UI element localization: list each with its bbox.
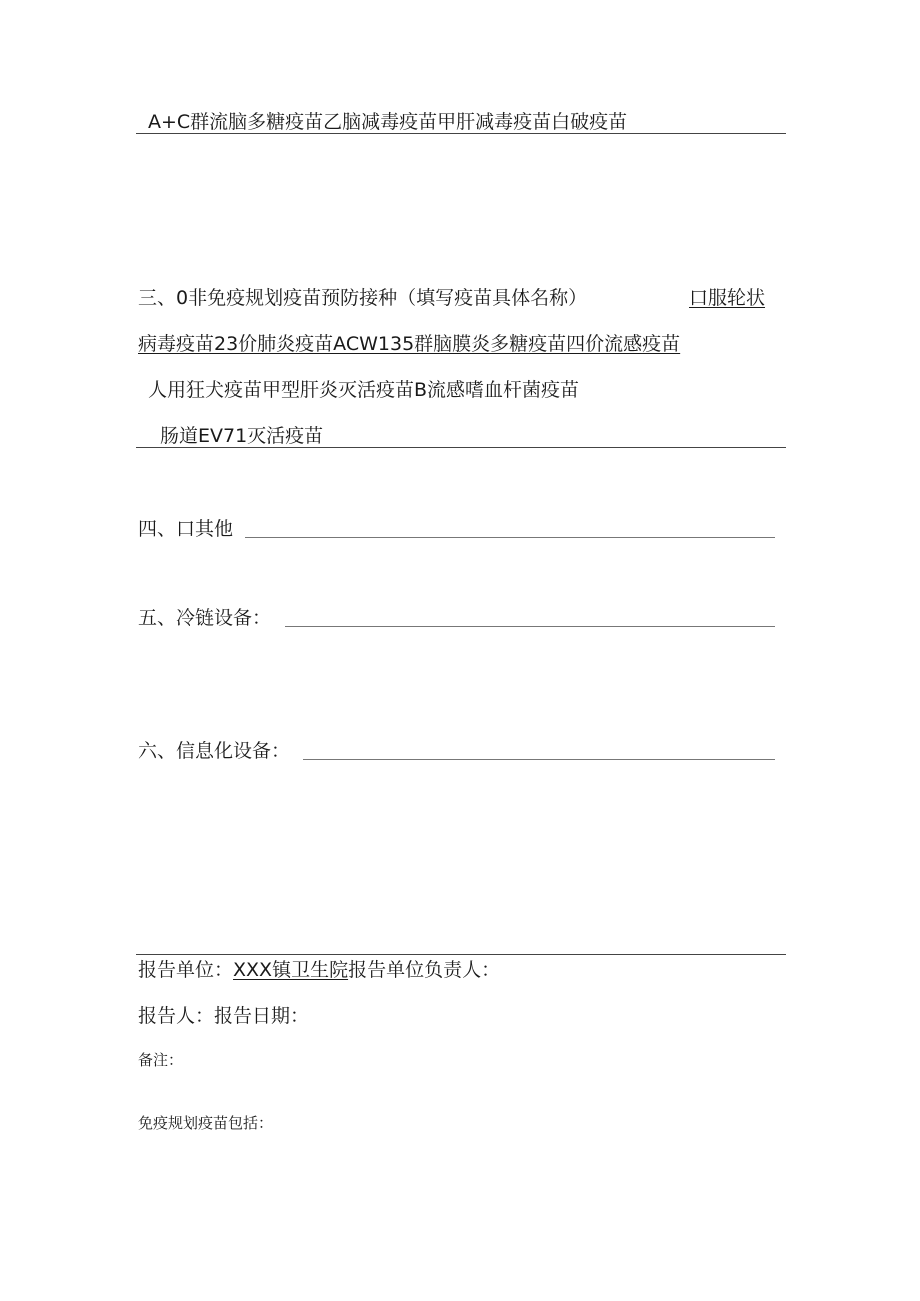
section-3-line-2: 病毒疫苗23价肺炎疫苗ACW135群脑膜炎多糖疫苗四价流感疫苗 — [138, 333, 681, 355]
section-3-line-3: 人用狂犬疫苗甲型肝炎灭活疫苗B流感嗜血杆菌疫苗 — [148, 379, 580, 401]
remark-label: 备注： — [138, 1051, 184, 1069]
report-unit-value: XXX镇卫生院 — [233, 959, 349, 981]
vaccine-list-line-1: A+C群流脑多糖疫苗乙脑减毒疫苗甲肝减毒疫苗白破疫苗 — [148, 111, 628, 133]
section-5-blank-line[interactable] — [285, 626, 775, 627]
section-3-heading: 三、0非免疫规划疫苗预防接种（填写疫苗具体名称） — [138, 287, 588, 309]
section-4-blank-line[interactable] — [245, 537, 775, 538]
includes-label: 免疫规划疫苗包括： — [138, 1114, 274, 1132]
section-4-label: 四、口其他 — [138, 518, 234, 540]
divider-1 — [136, 133, 786, 134]
section-6-blank-line[interactable] — [303, 759, 775, 760]
divider-2 — [136, 447, 786, 448]
report-unit-row — [138, 959, 500, 981]
divider-3 — [136, 954, 786, 955]
section-3-line-4: 肠道EV71灭活疫苗 — [160, 425, 324, 447]
section-6-label: 六、信息化设备： — [138, 740, 291, 762]
section-3-item-oral-rotavirus: 口服轮状 — [689, 287, 766, 309]
report-unit-head-label: 报告单位负责人： — [348, 959, 501, 981]
reporter-line: 报告人：报告日期： — [138, 1005, 310, 1027]
report-unit-label: 报告单位： — [138, 959, 234, 981]
section-5-label: 五、冷链设备： — [138, 607, 272, 629]
